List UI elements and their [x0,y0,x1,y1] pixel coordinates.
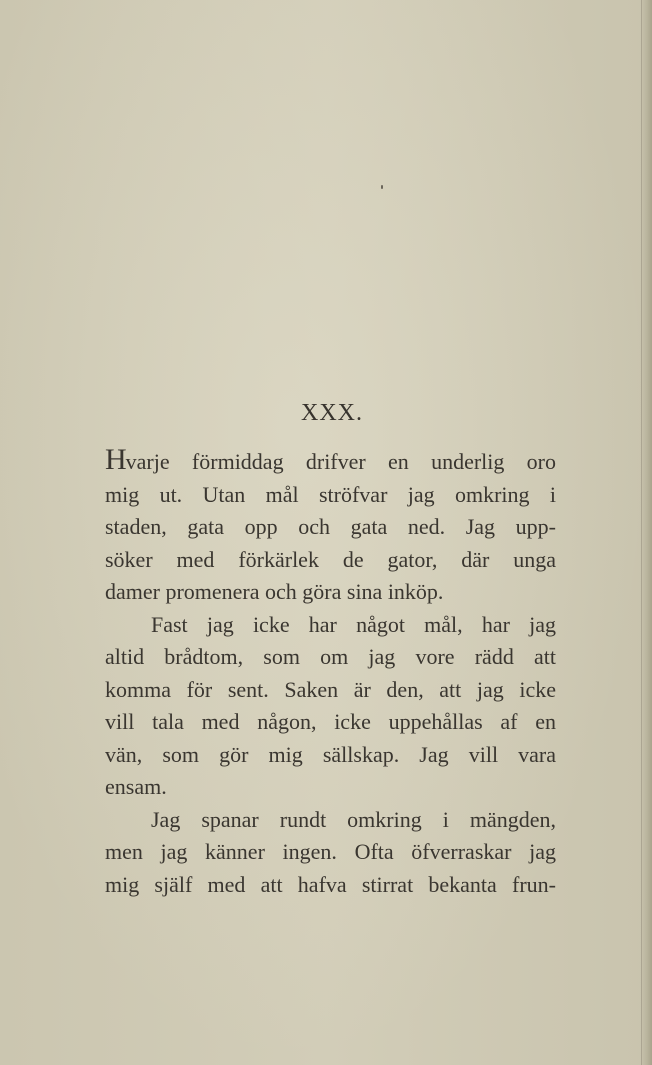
text-line: ensam. [105,774,167,799]
text-line: vill tala med någon, icke uppehållas af en [105,709,556,734]
drop-cap: H [105,443,126,476]
text-line: mig ut. Utan mål ströfvar jag omkring i [105,481,556,507]
text-line: söker med förkärlek de gator, där unga [105,546,556,572]
text-line [105,443,556,479]
text-line: Jag spanar rundt omkring i mängden, [151,806,556,832]
text-line: damer promenera och göra sina inköp. [105,579,444,604]
text-line: Fast jag icke har något mål, har jag [151,611,556,637]
paper-speck [381,185,383,189]
text-line: komma för sent. Saken är den, att jag icke [105,676,556,702]
text-line-content: varje förmiddag drifver en underlig oro [125,449,556,474]
body-text [105,443,556,901]
page-edge-line [641,0,642,1065]
chapter-heading: XXX. [301,400,363,426]
text-line: altid brådtom, som om jag vore rädd att [105,644,556,669]
text-line: staden, gata opp och gata ned. Jag upp- [105,514,556,539]
text-line: men jag känner ingen. Ofta öfverraskar jag [105,839,556,864]
text-line: mig själf med att hafva stirrat bekanta frun- [105,871,556,897]
text-line: vän, som gör mig sällskap. Jag vill vara [105,741,556,767]
